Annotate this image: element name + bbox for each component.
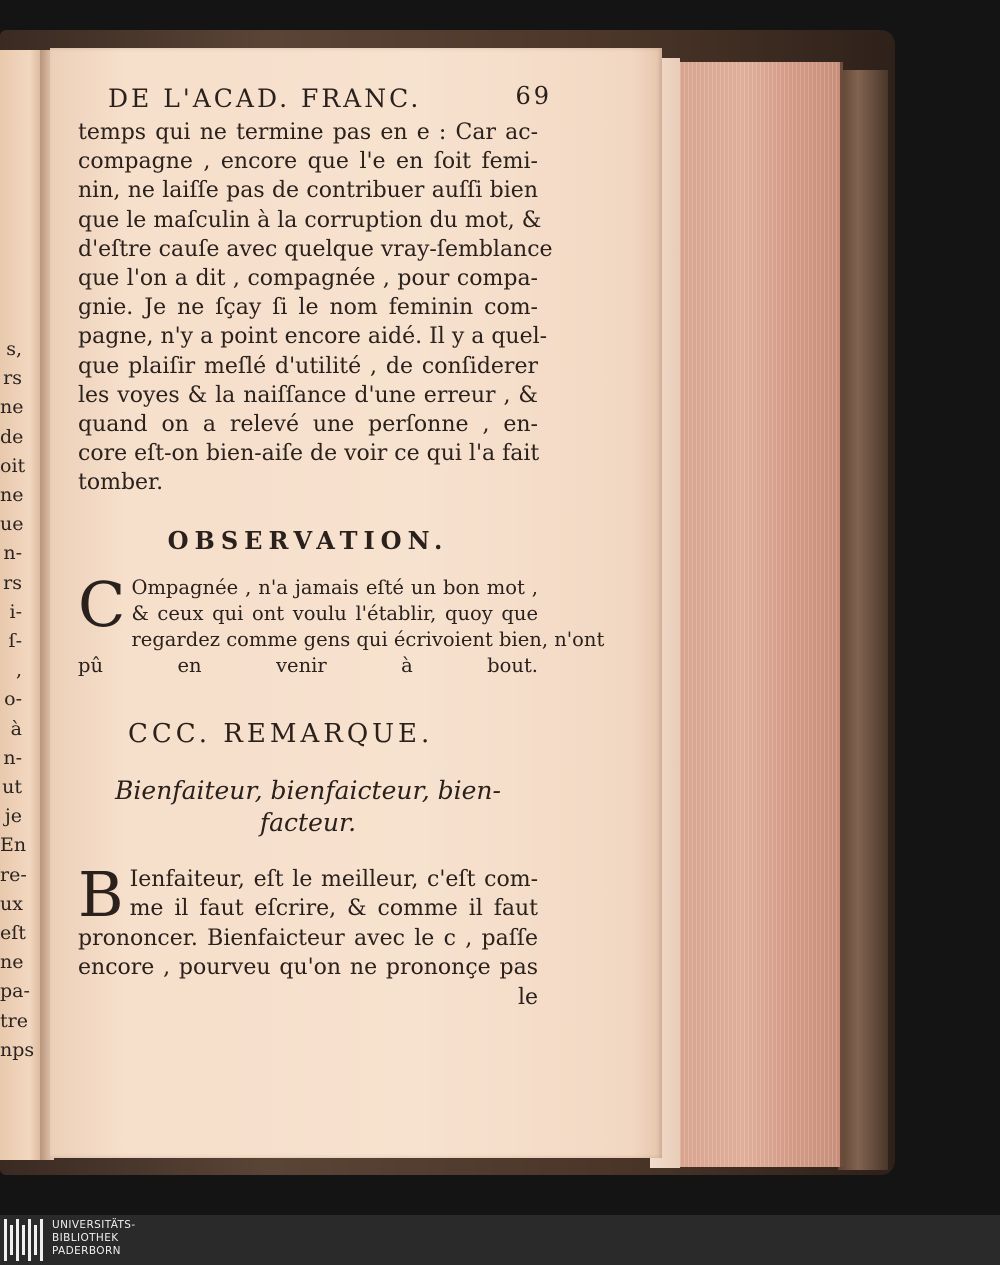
- paragraph-1-line: gnie. Je ne ſçay ſi le nom feminin com-: [78, 295, 538, 321]
- left-fragment: pa-: [0, 980, 30, 1003]
- left-fragment: je: [4, 805, 22, 828]
- left-fragment: re-: [0, 863, 27, 886]
- left-fragment: s,: [6, 338, 22, 360]
- left-fragment: ne: [0, 484, 24, 507]
- remark-line: me il faut eſcrire, & comme il faut: [129, 896, 538, 922]
- library-logo-icon: [4, 1219, 48, 1261]
- left-fragment: de: [0, 425, 24, 448]
- left-fragment: ne: [0, 951, 24, 974]
- remark-line: encore , pourveu qu'on ne prononçe pas: [78, 955, 538, 981]
- left-fragment: ſ-: [8, 630, 22, 653]
- left-fragment: eſt: [0, 922, 26, 945]
- paragraph-1-line: tomber.: [78, 470, 164, 496]
- observation-line: Ompagnée , n'a jamais eſté un bon mot ,: [131, 575, 538, 599]
- page-fore-edge: [680, 62, 843, 1167]
- logo-bar: [28, 1219, 31, 1261]
- left-fragment: oit: [0, 454, 26, 477]
- paragraph-1-line: pagne, n'y a point encore aidé. Il y a quel-: [78, 324, 548, 350]
- paragraph-1-line: d'eſtre cauſe avec quelque vray-ſemblance: [78, 236, 553, 262]
- paragraph-1-line: les voyes & la naiſſance d'une erreur , &: [78, 382, 538, 408]
- left-fragment: En: [0, 834, 27, 857]
- observation-heading: OBSERVATION.: [167, 525, 449, 555]
- left-fragment: n-: [3, 746, 22, 769]
- observation-lines: [78, 567, 605, 679]
- logo-bar: [4, 1219, 7, 1261]
- logo-line-3: PADERBORN: [52, 1245, 121, 1257]
- left-fragment: à: [10, 717, 22, 740]
- observation-line: regardez comme gens qui écrivoient bien, n'ont: [131, 627, 605, 651]
- remark-line: Ienfaiteur, eſt le meilleur, c'eſt com-: [129, 866, 538, 892]
- logo-bar: [10, 1225, 13, 1255]
- remark-subtitle: [78, 775, 538, 839]
- left-fragment: n-: [3, 542, 22, 565]
- left-page: [0, 50, 43, 1160]
- left-fragment: ue: [0, 513, 24, 536]
- observation-line: pû en venir à bout.: [78, 653, 538, 677]
- running-head-title: DE L'ACAD. FRANC.: [108, 84, 422, 113]
- left-fragment: ne: [0, 396, 24, 419]
- left-fragment: ,: [15, 659, 22, 682]
- remark-subtitle-line-1: Bienfaiteur, bienfaicteur, bien-: [115, 775, 501, 805]
- left-fragment: ux: [0, 892, 23, 915]
- logo-bar: [40, 1219, 43, 1261]
- running-head: [78, 78, 552, 118]
- paragraph-1-line: core eſt-on bien-aiſe de voir ce qui l'a fait: [78, 441, 540, 467]
- page-number: 69: [515, 82, 552, 110]
- library-logo-text: [52, 1219, 136, 1258]
- left-fragment: ut: [2, 776, 22, 799]
- remark-line: le: [517, 984, 538, 1010]
- observation-dropcap: C: [78, 567, 126, 641]
- observation-paragraph: [78, 567, 605, 679]
- right-page: [50, 48, 662, 1158]
- paragraph-1: [78, 118, 553, 498]
- remark-line: prononcer. Bienfaicteur avec le c , paſſe: [78, 925, 538, 951]
- left-fragment: i-: [9, 600, 22, 623]
- book-spine-edge: [838, 70, 888, 1170]
- paragraph-1-line: nin, ne laiſſe pas de contribuer auſſi bien: [78, 178, 538, 204]
- remark-dropcap: B: [78, 857, 124, 931]
- paragraph-1-line: que l'on a dit , compagnée , pour compa-: [78, 266, 538, 292]
- left-fragment: tre: [0, 1009, 28, 1032]
- left-fragment: rs: [3, 571, 22, 594]
- page-text-block: [78, 78, 605, 1012]
- logo-bar: [22, 1225, 25, 1255]
- logo-line-1: UNIVERSITÄTS-: [52, 1219, 136, 1231]
- paragraph-1-line: que plaiſir meſlé d'utilité , de conſiderer: [78, 353, 538, 379]
- remark-paragraph: [78, 857, 538, 1013]
- paragraph-1-line: compagne , encore que l'e en ſoit femi-: [78, 149, 538, 175]
- paragraph-1-line: que le maſculin à la corruption du mot, &: [78, 207, 542, 233]
- logo-line-2: BIBLIOTHEK: [52, 1232, 119, 1244]
- paragraph-1-line: temps qui ne termine pas en e : Car ac-: [78, 120, 538, 145]
- footer-bar: [0, 1215, 1000, 1265]
- logo-bar: [34, 1225, 37, 1255]
- remark-subtitle-line-2: facteur.: [259, 807, 357, 837]
- left-fragment: nps: [0, 1038, 35, 1061]
- left-fragment: rs: [3, 367, 22, 390]
- left-fragment: o-: [4, 688, 22, 711]
- remark-heading: CCC. REMARQUE.: [128, 718, 434, 749]
- remark-lines: [78, 857, 538, 1013]
- logo-bar: [16, 1219, 19, 1261]
- left-page-text-fragments: [0, 335, 42, 1065]
- paragraph-1-line: quand on a relevé une perſonne , en-: [78, 412, 538, 438]
- observation-line: & ceux qui ont voulu l'établir, quoy que: [131, 601, 538, 625]
